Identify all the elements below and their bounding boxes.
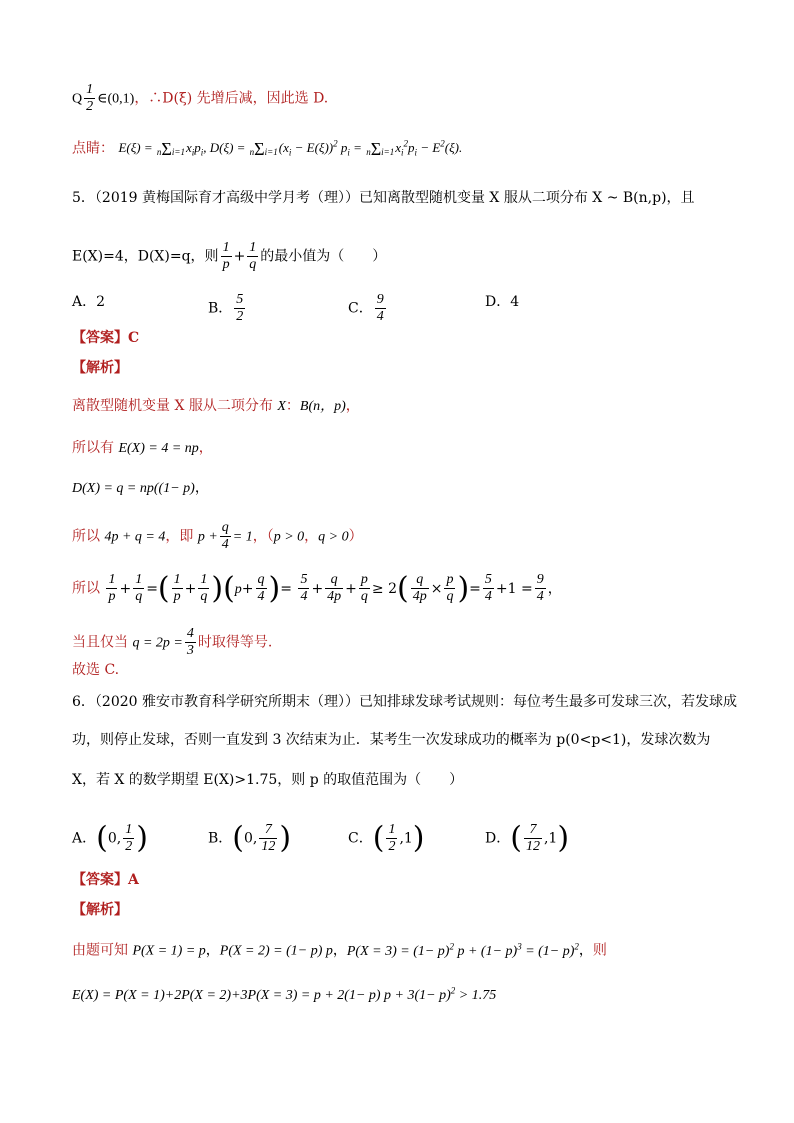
q5-step-7: 故选 C.: [72, 662, 120, 678]
q5-stem-line-1: 5．（2019 黄梅国际育才高级中学月考（理））已知离散型随机变量 X 服从二项分布 X ~ B(n,p)，且: [72, 190, 695, 206]
prev-conclusion-line: [72, 82, 328, 115]
conclusion-text: ，∴D(ξ) 先增后减，因此选 D.: [134, 90, 329, 107]
q5-option-c: C． $\frac{9}{4}$: [348, 292, 384, 324]
q6-answer: 【答案】A: [72, 872, 139, 888]
q5-step-6: 当且仅当 q = 2p = $\frac{4}{3}$ 时取得等号.: [72, 626, 273, 658]
q6-option-d: D．( $\frac{7}{12}$ ,1): [485, 820, 570, 856]
hint-line: [72, 134, 462, 163]
q6-stem-line-2: 功，则停止发球，否则一直发到 3 次结束为止．某考生一次发球成功的概率为 p(0<p<1)，发球次数为: [72, 732, 711, 748]
q5-option-a: A．2: [72, 294, 106, 310]
q5-step-5: 所以 $\frac{1}{p}$ + $\frac{1}{q}$ =( $\frac{1}{p}$ + $\frac{1}{q}$ )(p+ $\frac{q}{4}$ )= $\frac{5}{4}$ + $\frac{q}{4p}$ + $\frac{p}{q}$ ≥ 2( $\frac{q}{4p}$ × $\frac{p}{q}$ )= $\frac{5}{4}$ +1 = $\frac{9}{4}$ ，: [72, 570, 562, 606]
q6-option-a: A．(0, $\frac{1}{2}$ ): [72, 820, 148, 856]
q6-analysis-label: 【解析】: [72, 902, 128, 918]
hint-formula: $E(\xi) = n\Sigma i=1x_ip_i$, $D(\xi) = n\Sigma i=1(x_i - E(\xi))^2$ $p_i = n\Sigma i=1x_i^2p_i - E^2(\xi)$.: [118, 139, 463, 160]
q5-answer: 【答案】C: [72, 330, 140, 346]
q5-step-4: 所以 4p + q = 4，即 p + $\frac{q}{4}$ = 1，（p > 0，q > 0）: [72, 520, 363, 552]
q5-fraction-1-over-p: $\frac{1}{p}$: [222, 240, 230, 272]
q6-stem-line-1: 6．（2020 雅安市教育科学研究所期末（理））已知排球发球考试规则：每位考生最多可发球三次，若发球成: [72, 694, 737, 710]
q5-step-2: 所以有 E(X) = 4 = np，: [72, 440, 213, 456]
q5-condition-text: E(X)=4，D(X)=q，则: [72, 248, 219, 265]
one-half-fraction: $\frac{1}{2}$: [86, 82, 94, 114]
interval-text: ∈(0,1): [97, 91, 135, 107]
q5-step-1: 离散型随机变量 X 服从二项分布 X：B(n，p)，: [72, 398, 360, 414]
q6-option-b: B．(0, $\frac{7}{12}$ ): [208, 820, 292, 856]
q5-analysis-label: 【解析】: [72, 360, 128, 376]
q6-step-2: E(X) = P(X = 1)+2P(X = 2)+3P(X = 3) = p + 2(1− p) $p + 3(1- p)^2 > 1.75$: [72, 985, 497, 1003]
q5-option-d: D．4: [485, 294, 520, 310]
q6-step-1: 由题可知 P(X = 1) = p，P(X = 2) = (1− p) p，$P(X = 3) = (1- p)^2$ $p + (1- p)^3 = (1- p)^2$，则: [72, 941, 607, 959]
therefore-q-symbol: Q: [72, 91, 83, 107]
q5-question-text: 的最小值为（ ）: [260, 248, 387, 265]
q5-step-3: D(X) = q = np((1− p)，: [72, 480, 209, 496]
hint-label: 点睛：: [72, 140, 114, 157]
q6-stem-line-3: X，若 X 的数学期望 E(X)>1.75，则 p 的取值范围为（ ）: [72, 772, 464, 788]
q5-stem-line-2: E(X)=4，D(X)=q，则 $\frac{1}{p}$ + $\frac{1}{q}$ 的最小值为（ ）: [72, 240, 387, 272]
q5-fraction-1-over-q: $\frac{1}{q}$: [249, 240, 257, 272]
q5-option-b: B． $\frac{5}{2}$: [208, 292, 244, 324]
q6-option-c: C．( $\frac{1}{2}$ ,1): [348, 820, 425, 856]
